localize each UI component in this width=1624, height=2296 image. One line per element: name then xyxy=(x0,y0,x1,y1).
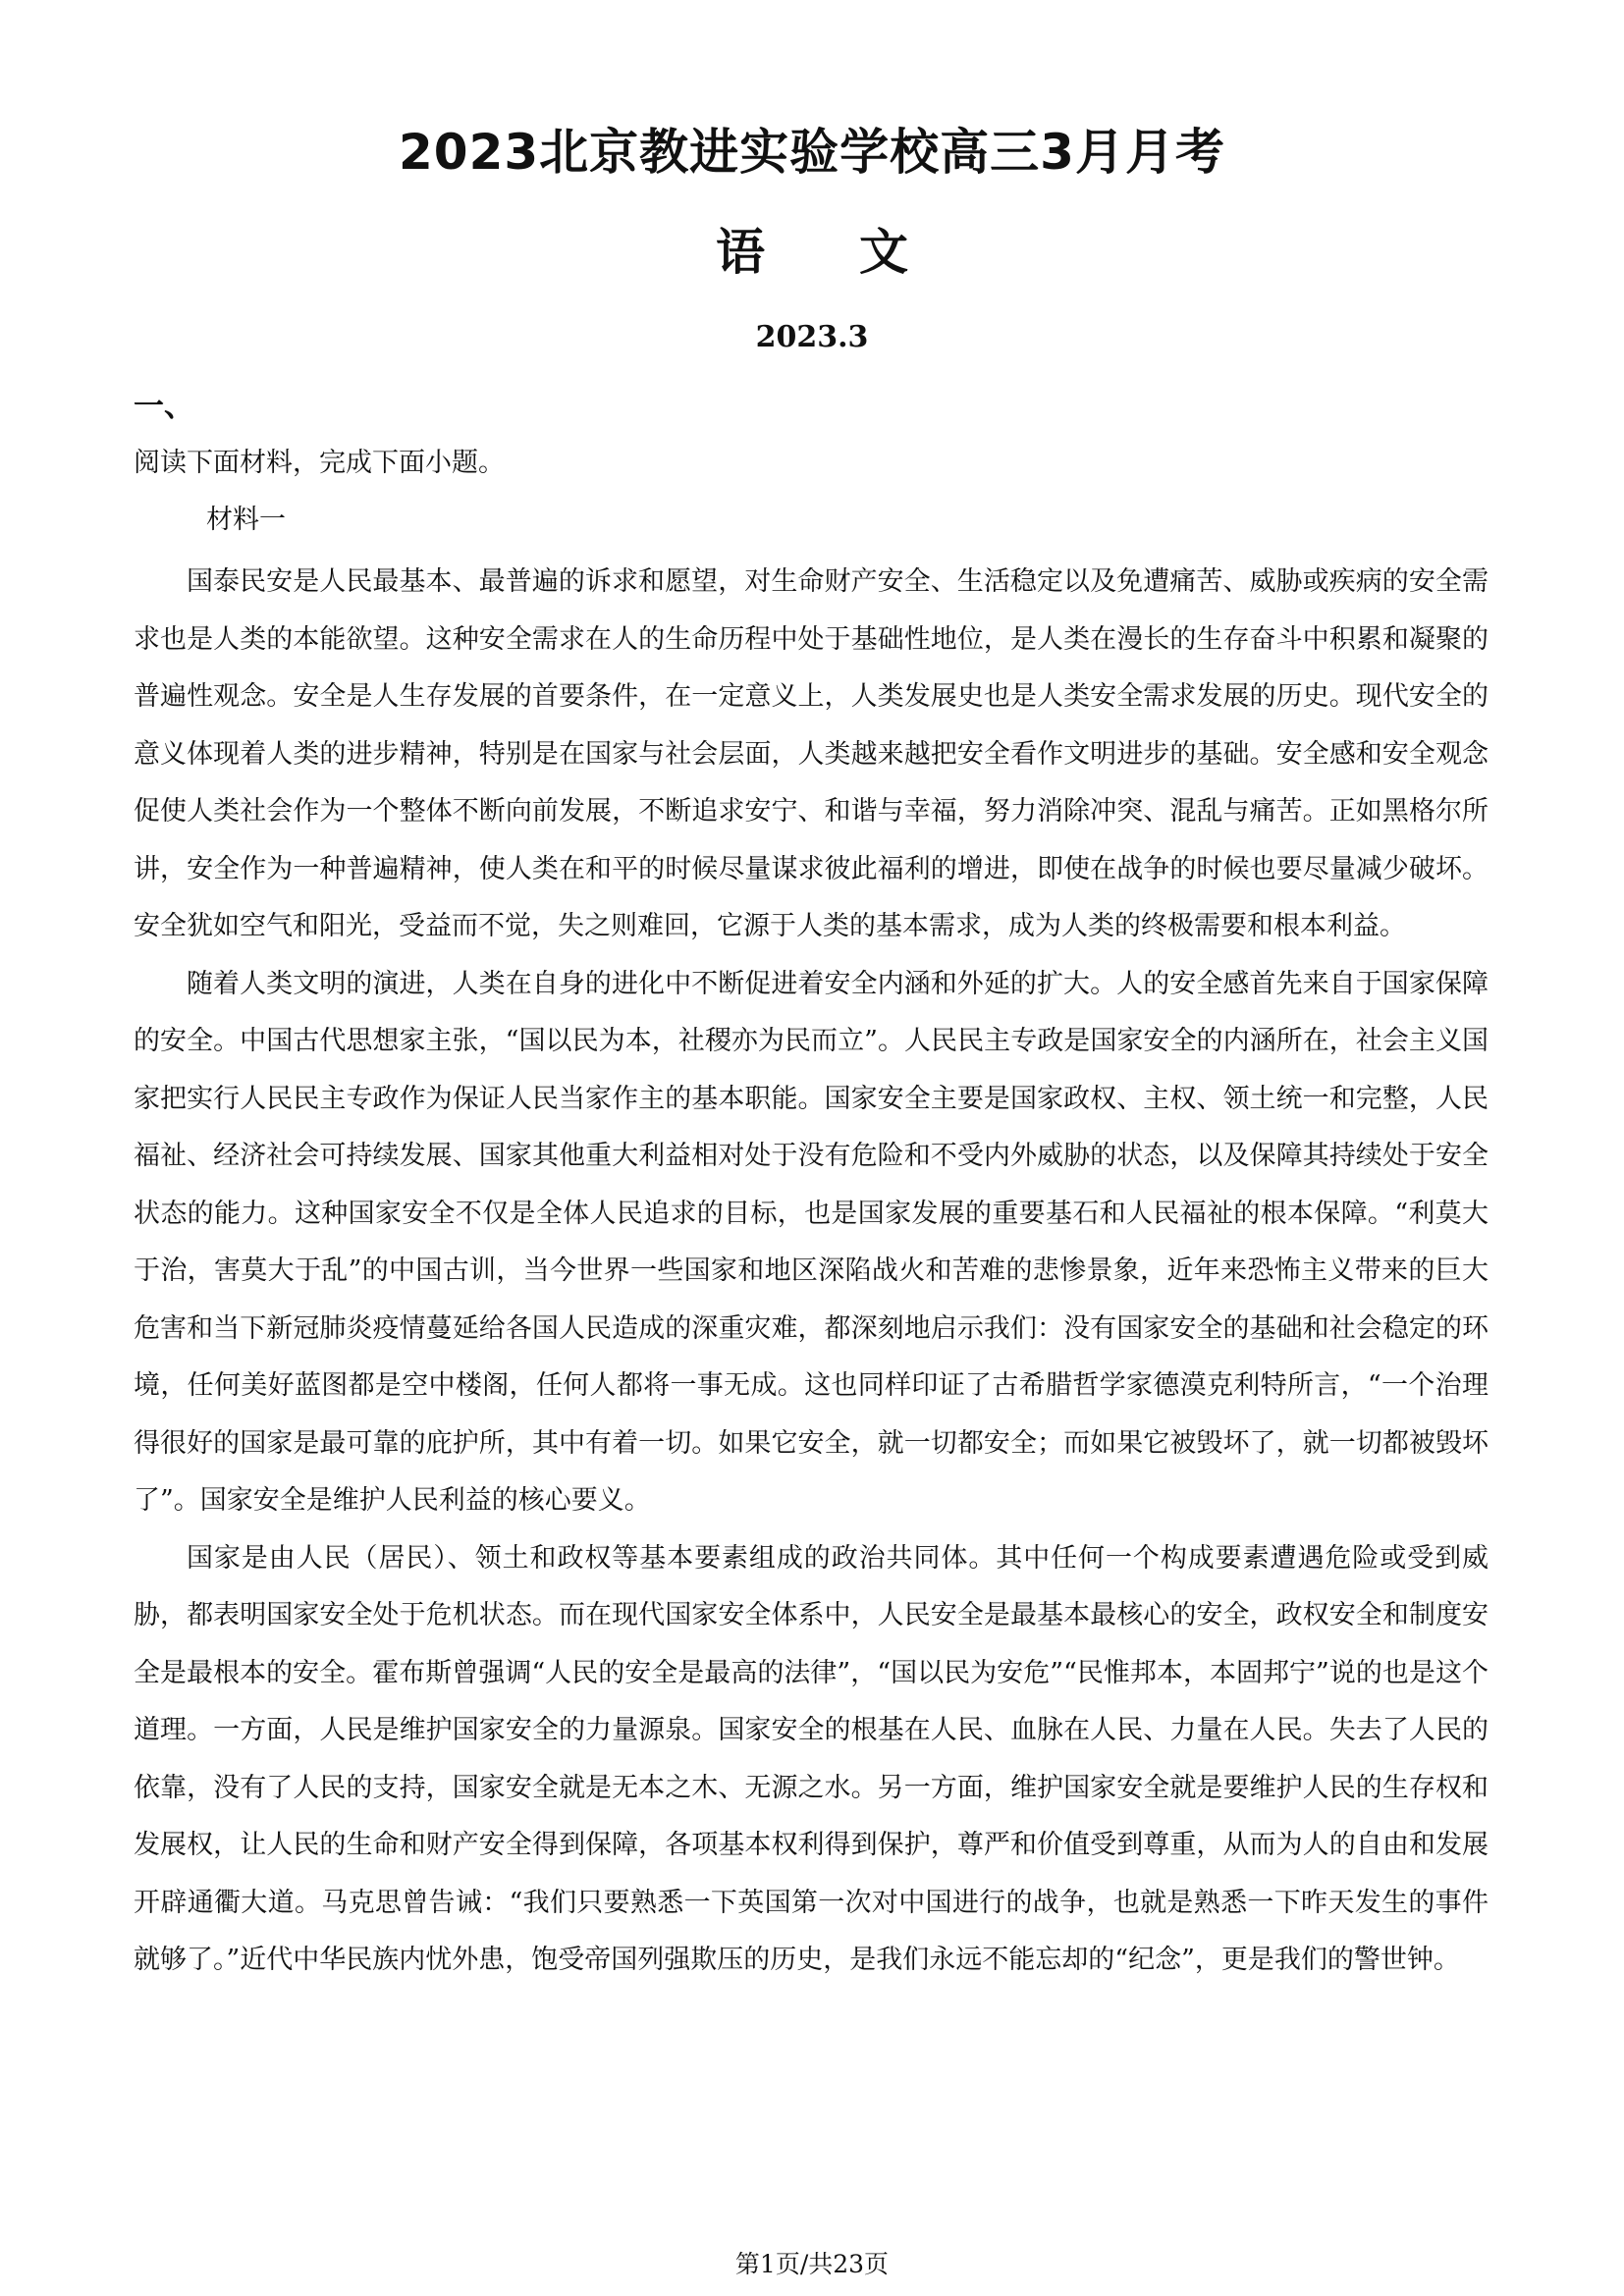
subject-char-2: 文 xyxy=(859,223,908,281)
exam-title: 2023北京教进实验学校高三3月月考 xyxy=(399,124,1225,181)
subject-char-1: 语 xyxy=(716,223,765,281)
section-instruction: 阅读下面材料，完成下面小题。 xyxy=(134,448,505,478)
section-number: 一、 xyxy=(134,389,194,424)
paragraph: 国家是由人民（居民）、领土和政权等基本要素组成的政治共同体。其中任何一个构成要素遭遇危险或受到威胁，都表明国家安全处于危机状态。而在现代国家安全体系中，人民安全是最基本最核心的安全，政权安全和制度安全是最根本的安全。霍布斯曾强调“人民的安全是最高的法律”，“国以民为安危”“民惟邦本，本固邦宁”说的也是这个道理。一方面，人民是维护国家安全的力量源泉。国家安全的根基在人民、血脉在人民、力量在人民。失去了人民的依靠，没有了人民的支持，国家安全就是无本之木、无源之水。另一方面，维护国家安全就是要维护人民的生存权和发展权，让人民的生命和财产安全得到保障，各项基本权利得到保护，尊严和价值受到尊重，从而为人的自由和发展开辟通衢大道。马克思曾告诫：“我们只要熟悉一下英国第一次对中国进行的战争，也就是熟悉一下昨天发生的事件就够了。”近代中华民族内忧外患，饱受帝国列强欺压的历史，是我们永远不能忘却的“纪念”，更是我们的警世钟。 xyxy=(134,1542,1489,1975)
paragraph: 国泰民安是人民最基本、最普遍的诉求和愿望，对生命财产安全、生活稳定以及免遭痛苦、威胁或疾病的安全需求也是人类的本能欲望。这种安全需求在人的生命历程中处于基础性地位，是人类在漫长的生存奋斗中积累和凝聚的普遍性观念。安全是人生存发展的首要条件，在一定意义上，人类发展史也是人类安全需求发展的历史。现代安全的意义体现着人类的进步精神，特别是在国家与社会层面，人类越来越把安全看作文明进步的基础。安全感和安全观念促使人类社会作为一个整体不断向前发展，不断追求安宁、和谐与幸福，努力消除冲突、混乱与痛苦。正如黑格尔所讲，安全作为一种普遍精神，使人类在和平的时候尽量谋求彼此福利的增进，即使在战争的时候也要尽量减少破坏。安全犹如空气和阳光，受益而不觉，失之则难回，它源于人类的基本需求，成为人类的终极需要和根本利益。 xyxy=(134,566,1489,941)
exam-date: 2023.3 xyxy=(755,320,869,354)
subject-heading xyxy=(0,218,1624,287)
paragraph: 随着人类文明的演进，人类在自身的进化中不断促进着安全内涵和外延的扩大。人的安全感首先来自于国家保障的安全。中国古代思想家主张，“国以民为本，社稷亦为民而立”。人民民主专政是国家安全的内涵所在，社会主义国家把实行人民民主专政作为保证人民当家作主的基本职能。国家安全主要是国家政权、主权、领土统一和完整，人民福祉、经济社会可持续发展、国家其他重大利益相对处于没有危险和不受内外威胁的状态，以及保障其持续处于安全状态的能力。这种国家安全不仅是全体人民追求的目标，也是国家发展的重要基石和人民福祉的根本保障。“利莫大于治，害莫大于乱”的中国古训，当今世界一些国家和地区深陷战火和苦难的悲惨景象，近年来恐怖主义带来的巨大危害和当下新冠肺炎疫情蔓延给各国人民造成的深重灾难，都深刻地启示我们：没有国家安全的基础和社会稳定的环境，任何美好蓝图都是空中楼阁，任何人都将一事无成。这也同样印证了古希腊哲学家德漠克利特所言，“一个治理得很好的国家是最可靠的庇护所，其中有着一切。如果它安全，就一切都安全；而如果它被毁坏了，就一切都被毁坏了”。国家安全是维护人民利益的核心要义。 xyxy=(134,968,1489,1516)
material-label: 材料一 xyxy=(206,505,286,535)
passage-body xyxy=(134,554,1489,1990)
page-indicator: 第1页/共23页 xyxy=(734,2250,890,2278)
